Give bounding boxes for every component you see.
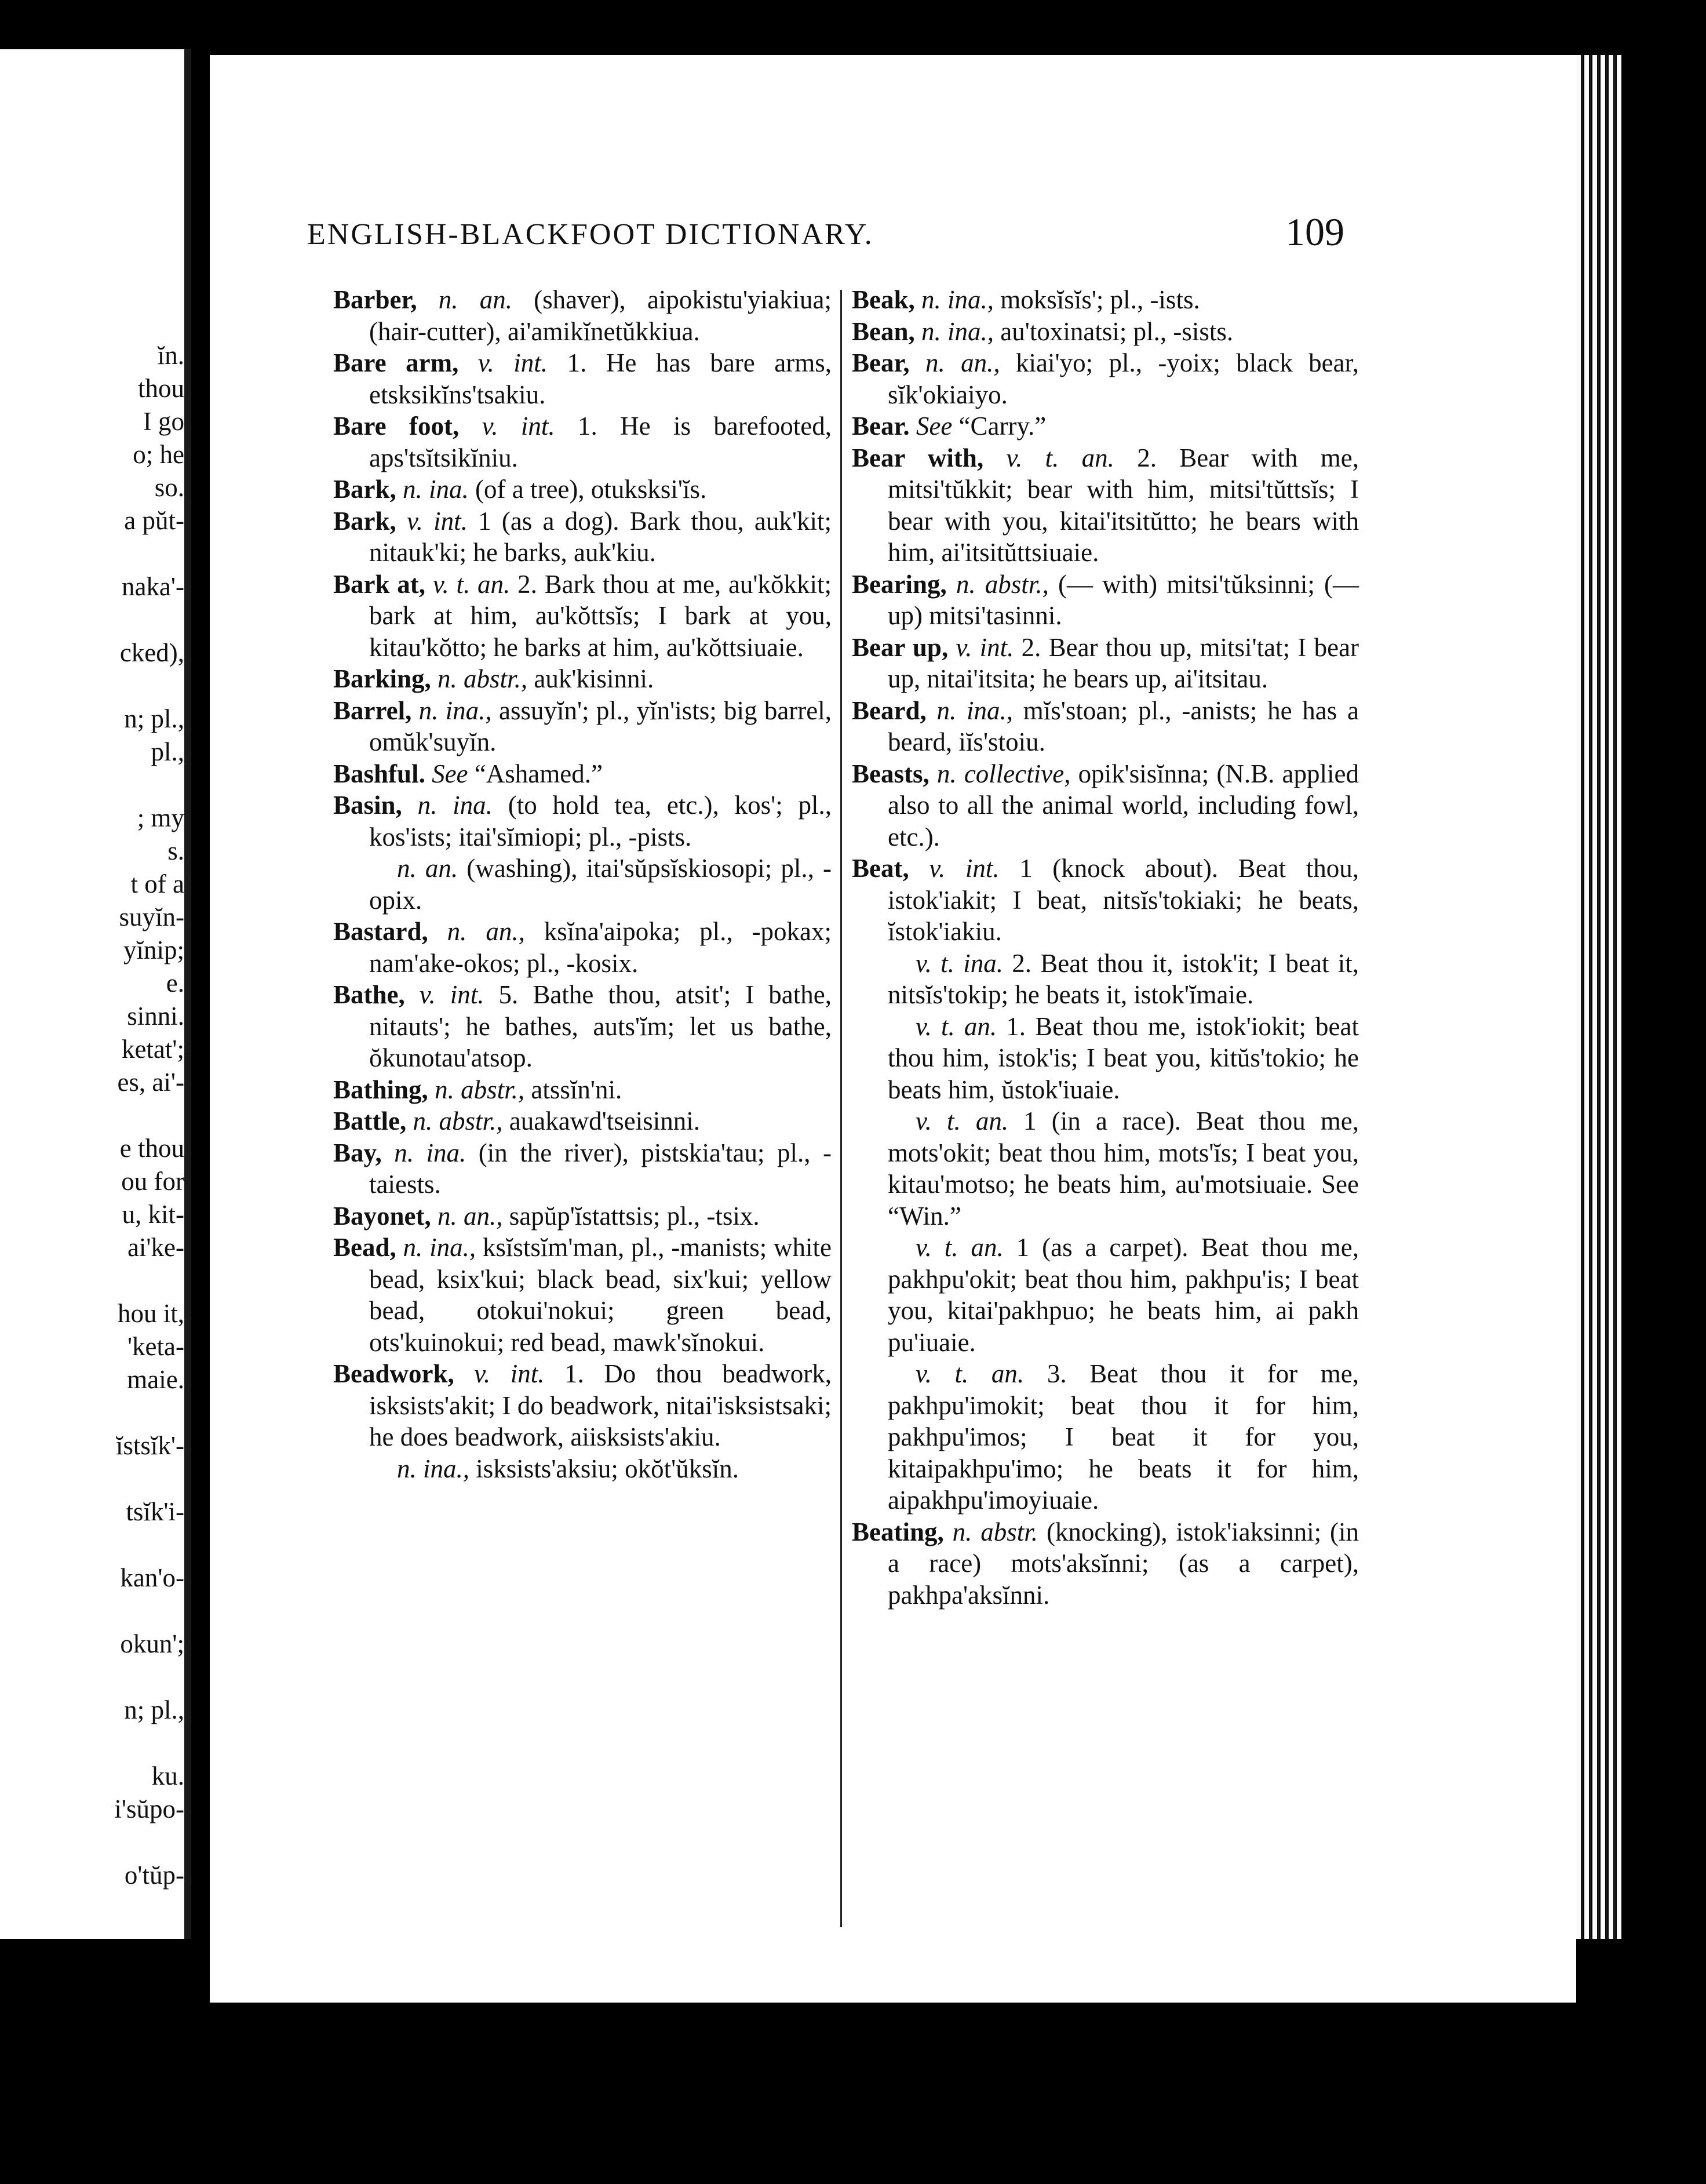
previous-page-line: e.	[166, 969, 184, 998]
grammatical-label: v. int.	[482, 412, 555, 441]
definition: isksists'aksiu; okŏt'ŭksĭn.	[476, 1454, 739, 1483]
grammatical-label: n. abstr.,	[956, 569, 1049, 599]
previous-page-line: ĭn.	[157, 341, 184, 370]
grammatical-label: n. ina.,	[397, 1454, 470, 1483]
previous-page-line	[0, 1826, 184, 1859]
definition: (to hold tea, etc.), kos'; pl., kos'ists; itai'sĭmiopi; pl., -pists.	[369, 791, 832, 851]
headword: Bark at,	[333, 569, 426, 599]
previous-page-line: cked),	[119, 638, 184, 667]
grammatical-label: n. ina.	[417, 791, 493, 820]
definition: 1. Beat thou me, istok'iokit; beat thou him, istok'is; I beat you, kitŭs'tokio; he beats him, ŭstok'iuaie.	[888, 1011, 1359, 1104]
previous-page-line: es, ai'-	[117, 1068, 184, 1097]
dictionary-entry	[333, 979, 832, 1074]
previous-page-line: n; pl.,	[124, 704, 184, 733]
dictionary-entry	[852, 569, 1359, 632]
headword: Battle,	[333, 1106, 407, 1135]
headword: Bear with,	[852, 443, 984, 472]
grammatical-label: v. int.	[419, 980, 484, 1009]
grammatical-label: See	[432, 759, 468, 788]
headword: Bathing,	[333, 1075, 428, 1104]
definition: 1 (knock about). Beat thou, istok'iakit; I beat, nitsĭs'tokiaki; he beats, ĭstok'iakiu.	[888, 854, 1359, 946]
dictionary-entry	[852, 284, 1359, 316]
grammatical-label: v. t. an.	[432, 569, 511, 599]
previous-page-line: o; he	[133, 440, 184, 469]
previous-page-line	[0, 537, 184, 570]
definition: atssĭn'ni.	[531, 1075, 622, 1104]
definition: assuyĭn'; pl., yĭn'ists; big barrel, omŭk'suyĭn.	[369, 696, 832, 756]
headword: Bear up,	[852, 632, 949, 662]
previous-page-line: a pŭt-	[124, 506, 184, 535]
grammatical-label: n. an.,	[925, 348, 1000, 377]
grammatical-label: v. t. ina.	[916, 948, 1003, 978]
grammatical-label: See	[916, 412, 953, 441]
definition: 1. He has bare arms, etsksikĭns'tsakiu.	[369, 348, 832, 409]
grammatical-label: v. int.	[407, 506, 468, 536]
definition: (knocking), istok'iaksinni; (in a race) mots'aksĭnni; (as a carpet), pakhpa'aksĭnni.	[888, 1517, 1359, 1610]
previous-page-line: ketat';	[121, 1035, 184, 1064]
previous-page-line: ai'ke-	[127, 1233, 184, 1262]
left-column	[333, 284, 832, 1484]
dictionary-entry	[333, 347, 832, 410]
dictionary-entry	[333, 1105, 832, 1137]
definition: ksĭna'aipoka; pl., -pokax; nam'ake-okos; pl., -kosix.	[369, 917, 832, 978]
headword: Bare foot,	[333, 412, 460, 441]
grammatical-label: n. collective,	[936, 759, 1071, 788]
grammatical-label: v. int.	[929, 854, 1000, 883]
dictionary-entry	[852, 695, 1359, 758]
headword: Bean,	[852, 316, 915, 346]
grammatical-label: v. t. an.	[916, 1359, 1025, 1388]
previous-page-line	[0, 1264, 184, 1297]
sub-entry	[852, 948, 1359, 1011]
dictionary-entry	[333, 916, 832, 979]
definition: moksĭsĭs'; pl., -ists.	[1000, 285, 1200, 314]
dictionary-entry	[852, 1516, 1359, 1611]
definition: opik'sisĭnna; (N.B. applied also to all the animal world, including fowl, etc.).	[888, 759, 1359, 851]
previous-page-line	[0, 669, 184, 702]
dictionary-entry	[333, 1137, 832, 1200]
previous-page-line	[0, 1661, 184, 1694]
previous-page-line: sinni.	[127, 1002, 184, 1031]
definition: (shaver), aipokistu'yiakiua; (hair-cutter), ai'amikĭnetŭkkiua.	[369, 285, 832, 346]
page-stack-edges	[1576, 55, 1625, 1939]
definition: 1 (as a carpet). Beat thou me, pakhpu'okit; beat thou him, pakhpu'is; I beat you, kitai'pakhpuo; he beats him, ai pakh pu'iuaie.	[888, 1233, 1359, 1357]
previous-page-line: so.	[154, 473, 184, 502]
dictionary-entry	[852, 410, 1359, 442]
dictionary-entry	[333, 695, 832, 758]
headword: Bay,	[333, 1138, 382, 1167]
headword: Bear.	[852, 412, 910, 441]
sub-entry	[852, 1358, 1359, 1516]
headword: Beating,	[852, 1517, 944, 1546]
definition: auakawd'tseisinni.	[509, 1106, 701, 1135]
grammatical-label: n. ina.	[394, 1138, 466, 1167]
headword: Bark,	[333, 475, 396, 504]
previous-page-line: e thou	[119, 1134, 184, 1163]
previous-page-line	[0, 1099, 184, 1132]
definition: (washing), itai'sŭpsĭskiosopi; pl., -opix.	[369, 854, 832, 915]
headword: Bastard,	[333, 917, 428, 946]
sub-entry	[852, 1105, 1359, 1232]
headword: Barrel,	[333, 696, 412, 725]
dictionary-entry	[333, 789, 832, 853]
right-column	[852, 284, 1359, 1611]
headword: Beard,	[852, 696, 927, 725]
grammatical-label: v. int.	[474, 1359, 545, 1388]
definition: 3. Beat thou it for me, pakhpu'imokit; beat thou it for him, pakhpu'imos; I beat it for you, kitaipakhpu'imo; he beats it for him, aipakhpu'imoyiuaie.	[888, 1359, 1359, 1515]
grammatical-label: n. ina.,	[936, 696, 1013, 725]
previous-page-line: maie.	[127, 1365, 184, 1394]
headword: Basin,	[333, 791, 402, 820]
previous-page-line: n; pl.,	[124, 1695, 184, 1724]
definition: 2. Bear thou up, mitsi'tat; I bear up, nitai'itsita; he bears up, ai'itsitau.	[888, 632, 1359, 693]
previous-page-line: i'sŭpo-	[114, 1794, 184, 1823]
previous-page-line: I go	[143, 407, 184, 436]
headword: Bark,	[333, 506, 396, 536]
previous-page-line	[0, 1528, 184, 1561]
grammatical-label: n. ina.,	[418, 696, 492, 725]
definition: kiai'yo; pl., -yoix; black bear, sĭk'okiaiyo.	[888, 348, 1359, 409]
headword: Bare arm,	[333, 348, 459, 377]
running-head: ENGLISH-BLACKFOOT DICTIONARY.	[307, 218, 874, 251]
definition: 1 (in a race). Beat thou me, mots'okit; beat thou him, mots'ĭs; I beat you, kitau'motso; he beats him, au'motsiuaie. See “Win.”	[888, 1106, 1359, 1231]
dictionary-entry	[333, 569, 832, 664]
definition: (— with) mitsi'tŭksinni; (— up) mitsi'tasinni.	[888, 569, 1359, 630]
previous-page-line	[0, 1396, 184, 1429]
dictionary-entry	[852, 347, 1359, 410]
previous-page-edge	[0, 49, 191, 1939]
previous-page-line: thou	[137, 374, 184, 403]
definition: 1. Do thou beadwork, isksists'akit; I do beadwork, nitai'isksistsaki; he does beadwork, aiisksists'akiu.	[369, 1359, 832, 1451]
previous-page-line: ĭstsĭk'-	[115, 1431, 184, 1460]
grammatical-label: n. an.,	[438, 1201, 503, 1231]
previous-page-line	[0, 1727, 184, 1760]
definition: mĭs'stoan; pl., -anists; he has a beard, iĭs'stoiu.	[888, 696, 1359, 756]
previous-page-line: ; my	[137, 803, 184, 832]
headword: Beak,	[852, 285, 915, 314]
previous-page-line: u, kit-	[122, 1200, 184, 1229]
headword: Bashful.	[333, 759, 425, 788]
dictionary-entry	[333, 284, 832, 347]
grammatical-label: n. an.	[397, 854, 458, 883]
definition: 1 (as a dog). Bark thou, auk'kit; nitauk'ki; he barks, auk'kiu.	[369, 506, 832, 567]
dictionary-entry	[333, 1074, 832, 1106]
previous-page-line: hou it,	[117, 1299, 184, 1328]
definition: 5. Bathe thou, atsit'; I bathe, nitauts'; he bathes, auts'ĭm; let us bathe, ŏkunotau'atsop.	[369, 980, 832, 1072]
definition: “Carry.”	[958, 412, 1047, 441]
grammatical-label: v. t. an.	[916, 1106, 1009, 1135]
gutter-shadow	[184, 49, 191, 1939]
definition: sapŭp'ĭstattsis; pl., -tsix.	[509, 1201, 760, 1231]
headword: Bearing,	[852, 569, 947, 599]
previous-page-line: kan'o-	[120, 1563, 184, 1592]
grammatical-label: n. ina.	[403, 475, 469, 504]
column-divider	[840, 290, 842, 1927]
dictionary-entry	[333, 410, 832, 474]
grammatical-label: n. an.,	[447, 917, 525, 946]
grammatical-label: n. ina.,	[921, 285, 994, 314]
previous-page-line	[0, 1595, 184, 1628]
dictionary-entry	[333, 474, 832, 505]
definition: (of a tree), otuksksi'ĭs.	[475, 475, 707, 504]
headword: Bathe,	[333, 980, 405, 1009]
previous-page-line: 'keta-	[127, 1332, 184, 1361]
previous-page-line: ku.	[151, 1761, 184, 1790]
definition: (in the river), pistskia'tau; pl., -taiests.	[369, 1138, 832, 1199]
headword: Bead,	[333, 1233, 396, 1262]
sub-entry	[333, 853, 832, 916]
sub-entry	[852, 1011, 1359, 1106]
previous-page-line	[0, 603, 184, 636]
headword: Barber,	[333, 285, 417, 314]
grammatical-label: n. abstr.,	[438, 664, 528, 693]
headword: Beat,	[852, 854, 909, 883]
headword: Beasts,	[852, 759, 929, 788]
grammatical-label: v. int.	[477, 348, 548, 377]
headword: Beadwork,	[333, 1359, 454, 1388]
previous-page-line	[0, 769, 184, 802]
definition: “Ashamed.”	[474, 759, 603, 788]
previous-page-line: tsĭk'i-	[126, 1497, 184, 1526]
previous-page-line: yĭnip;	[123, 936, 184, 964]
definition: ksĭstsĭm'man, pl., -manists; white bead, ksix'kui; black bead, six'kui; yellow bead, otokui'nokui; green bead, ots'kuinokui; red bead, mawk'sĭnokui.	[369, 1233, 832, 1357]
grammatical-label: n. ina.,	[403, 1233, 476, 1262]
sub-entry	[852, 1232, 1359, 1358]
dictionary-entry	[852, 853, 1359, 948]
dictionary-entry	[333, 758, 832, 790]
previous-page-text	[0, 339, 184, 1892]
definition: 1. He is barefooted, aps'tsĭtsikĭniu.	[369, 412, 832, 472]
dictionary-entry	[852, 442, 1359, 569]
previous-page-line: ou for	[121, 1167, 184, 1196]
dictionary-entry	[333, 1200, 832, 1232]
grammatical-label: n. ina.,	[921, 316, 994, 346]
grammatical-label: v. int.	[956, 632, 1014, 662]
previous-page-line: pl.,	[151, 737, 184, 766]
sub-entry	[333, 1453, 832, 1485]
previous-page-line: naka'-	[121, 572, 184, 601]
dictionary-entry	[333, 663, 832, 695]
grammatical-label: n. abstr.	[952, 1517, 1038, 1546]
definition: au'toxinatsi; pl., -sists.	[1000, 316, 1234, 346]
grammatical-label: v. t. an.	[916, 1011, 997, 1041]
dictionary-entry	[852, 758, 1359, 853]
grammatical-label: v. t. an.	[916, 1233, 1004, 1262]
headword: Bayonet,	[333, 1201, 431, 1231]
grammatical-label: n. abstr.,	[435, 1075, 525, 1104]
grammatical-label: n. an.	[438, 285, 512, 314]
grammatical-label: n. abstr.,	[413, 1106, 503, 1135]
dictionary-entry	[333, 1358, 832, 1453]
definition: 2. Bear with me, mitsi'tŭkkit; bear with him, mitsi'tŭttsĭs; I bear with you, kitai'itsitŭtto; he bears with him, ai'itsitŭttsiuaie.	[888, 443, 1359, 567]
grammatical-label: v. t. an.	[1006, 443, 1114, 472]
page-number: 109	[1285, 210, 1344, 254]
headword: Bear,	[852, 348, 910, 377]
previous-page-line: s.	[167, 836, 184, 865]
previous-page-line: okun';	[120, 1629, 184, 1658]
previous-page-line: suyĭn-	[119, 902, 184, 931]
definition: auk'kisinni.	[534, 664, 654, 693]
dictionary-entry	[333, 505, 832, 569]
dictionary-entry	[852, 632, 1359, 695]
dictionary-entry	[333, 1232, 832, 1358]
previous-page-line: t of a	[130, 869, 184, 898]
definition: 2. Bark thou at me, au'kŏkkit; bark at him, au'kŏttsĭs; I bark at you, kitau'kŏtto; he barks at him, au'kŏttsiuaie.	[369, 569, 832, 662]
dictionary-entry	[852, 316, 1359, 348]
previous-page-line	[0, 1462, 184, 1495]
previous-page-line: o'tŭp-	[124, 1861, 184, 1890]
definition: 2. Beat thou it, istok'it; I beat it, nitsĭs'tokip; he beats it, istok'ĭmaie.	[888, 948, 1359, 1009]
headword: Barking,	[333, 664, 431, 693]
